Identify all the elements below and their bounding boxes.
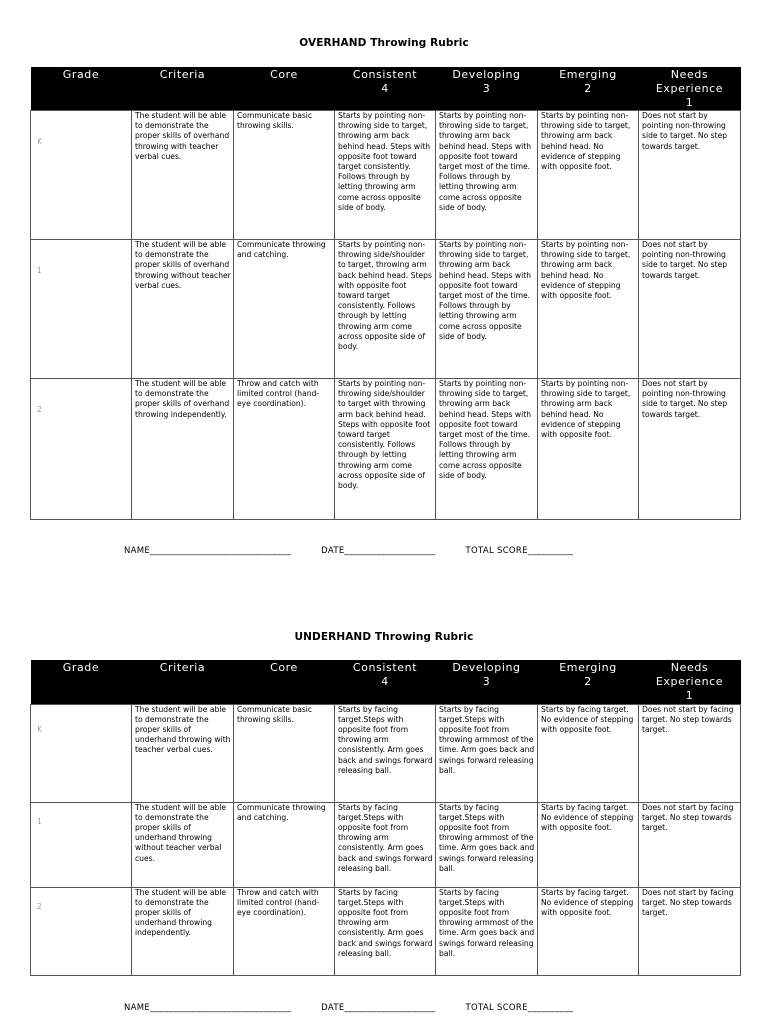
header-core: Core [234, 67, 335, 111]
criteria-cell: The student will be able to demonstrate the proper skills of overhand throwing without teacher verbal cues. [132, 240, 234, 379]
header-developing: Developing 3 [436, 660, 538, 704]
criteria-cell: The student will be able to demonstrate the proper skills of underhand throwing without teacher verbal cues. [132, 802, 234, 887]
header-grade: Grade [31, 67, 132, 111]
grade-cell: K [31, 111, 132, 240]
needs-experience-cell: Does not start by facing target. No step towards target. [639, 802, 741, 887]
grade-cell: 2 [31, 887, 132, 975]
criteria-cell: The student will be able to demonstrate the proper skills of overhand throwing with teacher verbal cues. [132, 111, 234, 240]
header-criteria: Criteria [132, 67, 234, 111]
needs-experience-cell: Does not start by facing target. No step towards target. [639, 704, 741, 802]
header-criteria: Criteria [132, 660, 234, 704]
consistent-cell: Starts by pointing non-throwing side/shoulder to target with throwing arm back behind head. Steps with opposite foot toward target consistently. Follows through by letting throwing arm come across opposite side of body. [335, 379, 436, 520]
header-consistent: Consistent 4 [335, 660, 436, 704]
emerging-cell: Starts by pointing non-throwing side to target, throwing arm back behind head. No evidence of stepping with opposite foot. [538, 240, 639, 379]
overhand-title: OVERHAND Throwing Rubric [299, 37, 469, 49]
underhand-footer [124, 1003, 573, 1013]
core-cell: Throw and catch with limited control (hand-eye coordination). [234, 379, 335, 520]
emerging-cell: Starts by facing target. No evidence of stepping with opposite foot. [538, 887, 639, 975]
emerging-cell: Starts by pointing non-throwing side to target, throwing arm back behind head. No evidence of stepping with opposite foot. [538, 111, 639, 240]
header-needs-experience: Needs Experience 1 [639, 660, 741, 704]
underhand-rubric-table [30, 660, 741, 976]
table-row [31, 802, 741, 887]
emerging-cell: Starts by facing target. No evidence of stepping with opposite foot. [538, 802, 639, 887]
developing-cell: Starts by facing target.Steps with opposite foot from throwing armmost of the time. Arm goes back and swings forward releasing ball. [436, 802, 538, 887]
header-row [31, 67, 741, 111]
developing-cell: Starts by facing target.Steps with opposite foot from throwing armmost of the time. Arm goes back and swings forward releasing ball. [436, 887, 538, 975]
grade-cell: 2 [31, 379, 132, 520]
name-field[interactable]: NAME_______________________________ [124, 546, 292, 556]
criteria-cell: The student will be able to demonstrate the proper skills of underhand throwing independently. [132, 887, 234, 975]
developing-cell: Starts by facing target.Steps with opposite foot from throwing armmost of the time. Arm goes back and swings forward releasing ball. [436, 704, 538, 802]
consistent-cell: Starts by facing target.Steps with opposite foot from throwing arm consistently. Arm goes back and swings forward releasing ball. [335, 704, 436, 802]
total-score-field[interactable]: TOTAL SCORE__________ [465, 1003, 574, 1013]
needs-experience-cell: Does not start by pointing non-throwing side to target. No step towards target. [639, 111, 741, 240]
table-row [31, 887, 741, 975]
name-field[interactable]: NAME_______________________________ [124, 1003, 292, 1013]
header-developing: Developing 3 [436, 67, 538, 111]
developing-cell: Starts by pointing non-throwing side to target, throwing arm back behind head. Steps with opposite foot toward target most of the time. Follows through by letting throwing arm come across opposite side of body. [436, 111, 538, 240]
core-cell: Communicate throwing and catching. [234, 240, 335, 379]
table-row [31, 704, 741, 802]
consistent-cell: Starts by facing target.Steps with opposite foot from throwing arm consistently. Arm goes back and swings forward releasing ball. [335, 887, 436, 975]
header-row [31, 660, 741, 704]
table-row [31, 240, 741, 379]
needs-experience-cell: Does not start by pointing non-throwing side to target. No step towards target. [639, 379, 741, 520]
core-cell: Throw and catch with limited control (hand-eye coordination). [234, 887, 335, 975]
core-cell: Communicate basic throwing skills. [234, 704, 335, 802]
overhand-rubric-table [30, 67, 741, 520]
criteria-cell: The student will be able to demonstrate the proper skills of overhand throwing independently. [132, 379, 234, 520]
table-row [31, 111, 741, 240]
grade-cell: 1 [31, 802, 132, 887]
emerging-cell: Starts by facing target. No evidence of stepping with opposite foot. [538, 704, 639, 802]
underhand-title: UNDERHAND Throwing Rubric [294, 631, 474, 643]
grade-cell: 1 [31, 240, 132, 379]
criteria-cell: The student will be able to demonstrate the proper skills of underhand throwing with teacher verbal cues. [132, 704, 234, 802]
header-needs-experience: Needs Experience 1 [639, 67, 741, 111]
grade-cell: K [31, 704, 132, 802]
needs-experience-cell: Does not start by facing target. No step towards target. [639, 887, 741, 975]
header-grade: Grade [31, 660, 132, 704]
emerging-cell: Starts by pointing non-throwing side to target, throwing arm back behind head. No evidence of stepping with opposite foot. [538, 379, 639, 520]
consistent-cell: Starts by pointing non-throwing side to target, throwing arm back behind head. Steps with opposite foot toward target consistently. Follows through by letting throwing arm come across opposite side of body. [335, 111, 436, 240]
core-cell: Communicate basic throwing skills. [234, 111, 335, 240]
table-row [31, 379, 741, 520]
header-core: Core [234, 660, 335, 704]
developing-cell: Starts by pointing non-throwing side to target, throwing arm back behind head. Steps with opposite foot toward target most of the time. Follows through by letting throwing arm come across opposite side of body. [436, 240, 538, 379]
header-emerging: Emerging 2 [538, 660, 639, 704]
consistent-cell: Starts by facing target.Steps with opposite foot from throwing arm consistently. Arm goes back and swings forward releasing ball. [335, 802, 436, 887]
total-score-field[interactable]: TOTAL SCORE__________ [465, 546, 574, 556]
overhand-footer [124, 546, 573, 556]
developing-cell: Starts by pointing non-throwing side to target, throwing arm back behind head. Steps with opposite foot toward target most of the time. Follows through by letting throwing arm come across opposite side of body. [436, 379, 538, 520]
needs-experience-cell: Does not start by pointing non-throwing side to target. No step towards target. [639, 240, 741, 379]
core-cell: Communicate throwing and catching. [234, 802, 335, 887]
header-emerging: Emerging 2 [538, 67, 639, 111]
header-consistent: Consistent 4 [335, 67, 436, 111]
date-field[interactable]: DATE____________________ [321, 1003, 436, 1013]
date-field[interactable]: DATE____________________ [321, 546, 436, 556]
consistent-cell: Starts by pointing non-throwing side/shoulder to target, throwing arm back behind head. Steps with opposite foot toward target consistently. Follows through by letting throwing arm come across opposite side of body. [335, 240, 436, 379]
